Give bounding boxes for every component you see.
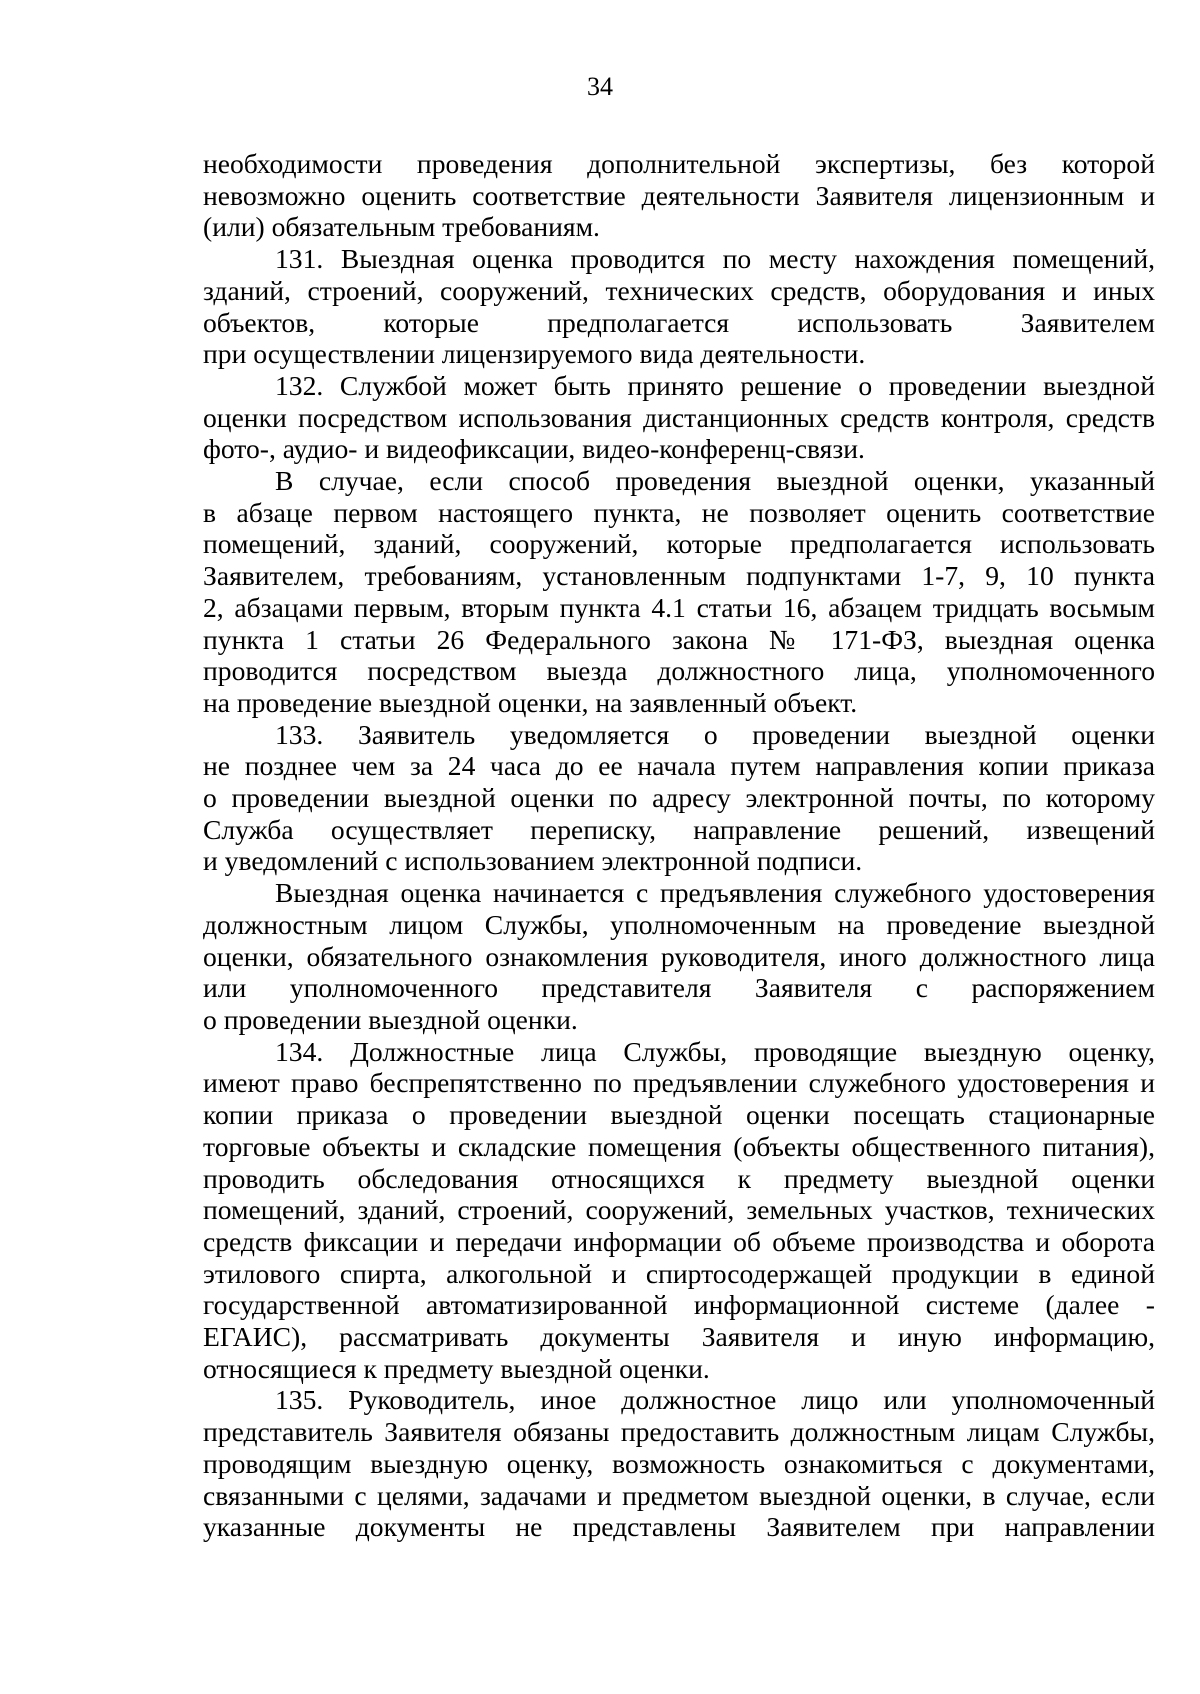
text-line: имеют право беспрепятственно по предъявлении служебного удостоверения и: [203, 1067, 1155, 1099]
text-line: необходимости проведения дополнительной экспертизы, без которой: [203, 148, 1155, 179]
text-line: 131. Выездная оценка проводится по месту нахождения помещений,: [275, 243, 1155, 275]
text-line: помещений, зданий, сооружений, которые предполагается использовать: [203, 528, 1155, 560]
text-line: представитель Заявителя обязаны предоставить должностным лицам Службы,: [203, 1416, 1155, 1448]
text-line: должностным лицом Службы, уполномоченным на проведение выездной: [203, 908, 1155, 940]
text-line: (или) обязательным требованиям.: [203, 211, 600, 243]
text-line: 135. Руководитель, иное должностное лицо или уполномоченный: [275, 1384, 1155, 1416]
text-line: объектов, которые предполагается использовать Заявителем: [203, 306, 1155, 338]
paragraph: [203, 370, 1155, 465]
text-line: оценки посредством использования дистанционных средств контроля, средств: [203, 401, 1155, 433]
text-line: 134. Должностные лица Службы, проводящие выездную оценку,: [275, 1035, 1155, 1067]
text-line: о проведении выездной оценки.: [203, 1003, 578, 1035]
paragraph: [203, 465, 1155, 719]
text-line: фото-, аудио- и видеофиксации, видео-конференц-связи.: [203, 433, 865, 465]
paragraph: [203, 148, 1155, 243]
text-line: или уполномоченного представителя Заявителя с распоряжением: [203, 972, 1155, 1004]
text-line: 2, абзацами первым, вторым пункта 4.1 статьи 16, абзацем тридцать восьмым: [203, 591, 1155, 623]
text-line: помещений, зданий, строений, сооружений, земельных участков, технических: [203, 1194, 1155, 1226]
paragraph: [203, 719, 1155, 878]
text-line: в абзаце первом настоящего пункта, не позволяет оценить соответствие: [203, 496, 1155, 528]
text-line: 133. Заявитель уведомляется о проведении выездной оценки: [275, 718, 1155, 750]
text-line: не позднее чем за 24 часа до ее начала путем направления копии приказа: [203, 750, 1155, 782]
text-line: Выездная оценка начинается с предъявления служебного удостоверения: [275, 877, 1155, 909]
text-line: средств фиксации и передачи информации об объеме производства и оборота: [203, 1225, 1155, 1257]
text-line: пункта 1 статьи 26 Федерального закона № 171-ФЗ, выездная оценка: [203, 623, 1155, 655]
text-line: о проведении выездной оценки по адресу электронной почты, по которому: [203, 782, 1155, 814]
paragraph: [203, 877, 1155, 1036]
text-line: копии приказа о проведении выездной оценки посещать стационарные: [203, 1099, 1155, 1131]
paragraph: [203, 243, 1155, 370]
text-line: Служба осуществляет переписку, направление решений, извещений: [203, 813, 1155, 845]
text-line: проводится посредством выезда должностного лица, уполномоченного: [203, 655, 1155, 687]
text-line: невозможно оценить соответствие деятельности Заявителя лицензионным и: [203, 179, 1155, 211]
text-line: указанные документы не представлены Заявителем при направлении: [203, 1511, 1155, 1543]
text-line: торговые объекты и складские помещения (объекты общественного питания),: [203, 1130, 1155, 1162]
text-line: при осуществлении лицензируемого вида деятельности.: [203, 338, 866, 370]
text-line: Заявителем, требованиям, установленным подпунктами 1-7, 9, 10 пункта: [203, 560, 1155, 592]
text-line: и уведомлений с использованием электронной подписи.: [203, 845, 863, 877]
text-line: зданий, строений, сооружений, технических средств, оборудования и иных: [203, 274, 1155, 306]
text-line: относящиеся к предмету выездной оценки.: [203, 1352, 710, 1384]
text-line: ЕГАИС), рассматривать документы Заявителя и иную информацию,: [203, 1321, 1155, 1353]
paragraph: [203, 1384, 1155, 1543]
text-line: на проведение выездной оценки, на заявленный объект.: [203, 686, 858, 718]
text-line: В случае, если способ проведения выездной оценки, указанный: [275, 465, 1155, 497]
text-line: проводить обследования относящихся к предмету выездной оценки: [203, 1162, 1155, 1194]
page-number: 34: [587, 72, 613, 101]
document-body: [203, 148, 1155, 1543]
text-line: связанными с целями, задачами и предметом выездной оценки, в случае, если: [203, 1479, 1155, 1511]
paragraph: [203, 1036, 1155, 1385]
text-line: 132. Службой может быть принято решение о проведении выездной: [275, 369, 1155, 401]
text-line: этилового спирта, алкогольной и спиртосодержащей продукции в единой: [203, 1257, 1155, 1289]
text-line: оценки, обязательного ознакомления руководителя, иного должностного лица: [203, 940, 1155, 972]
text-line: проводящим выездную оценку, возможность ознакомиться с документами,: [203, 1447, 1155, 1479]
text-line: государственной автоматизированной информационной системе (далее -: [203, 1289, 1155, 1321]
